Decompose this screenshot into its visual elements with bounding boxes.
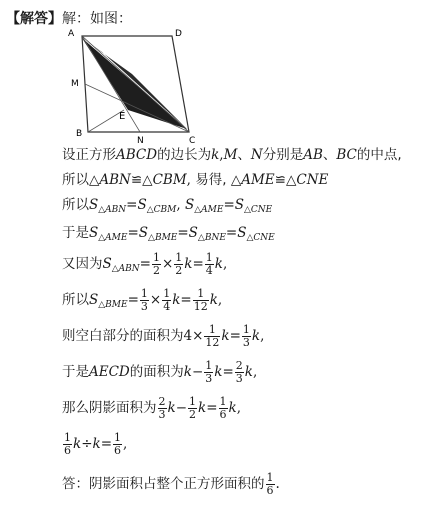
solution-line-7: 则空白部分的面积为4× $\frac{1}{12}$ k= $\frac{1}{3}$ k, — [62, 323, 265, 349]
line-a-c — [82, 36, 189, 132]
label-d: D — [175, 29, 182, 39]
solution-line-9: 那么阴影面积为 $\frac{2}{3}$ k− $\frac{1}{2}$ k= $\frac{1}{6}$ k, — [62, 395, 241, 421]
solution-line-2: 所以△ABN≌△CBM, 易得, △AME≌△CNE — [62, 172, 329, 188]
label-a: A — [68, 29, 75, 39]
solution-line-1: 设正方形ABCD的边长为k,M、N分别是AB、BC的中点, — [62, 147, 402, 163]
answer-intro: 解：如图： — [62, 11, 132, 27]
label-c: C — [189, 136, 196, 144]
solution-line-8: 于是AECD的面积为k− $\frac{1}{3}$ k= $\frac{2}{3}$ k, — [62, 359, 258, 385]
label-e: E — [119, 111, 126, 122]
label-m: M — [71, 79, 79, 89]
solution-line-3: 所以$S_{\triangle ABN}=S_{\triangle CBM}$, $S_{\triangle AME}=S_{\triangle CNE}$ — [62, 197, 273, 215]
answer-tag: 【解答】 — [6, 11, 62, 27]
answer-line: 答：阴影面积占整个正方形面积的 $\frac{1}{6}$ . — [62, 471, 280, 497]
label-b: B — [76, 129, 83, 139]
label-n: N — [137, 136, 144, 144]
solution-line-4: 于是$S_{\triangle AME}=S_{\triangle BME}=S_{\triangle BNE}=S_{\triangle CNE}$ — [62, 225, 275, 243]
solution-line-5: 又因为$S_{\triangle ABN}=$ $\frac{1}{2}$ × $\frac{1}{2}$ k= $\frac{1}{4}$ k, — [62, 251, 228, 277]
solution-line-6: 所以$S_{\triangle BME}=$ $\frac{1}{3}$ × $\frac{1}{4}$ k= $\frac{1}{12}$ k, — [62, 287, 223, 313]
solution-line-10: $\frac{1}{6}$ k÷k= $\frac{1}{6}$ , — [64, 431, 128, 457]
geometry-figure — [62, 24, 222, 144]
